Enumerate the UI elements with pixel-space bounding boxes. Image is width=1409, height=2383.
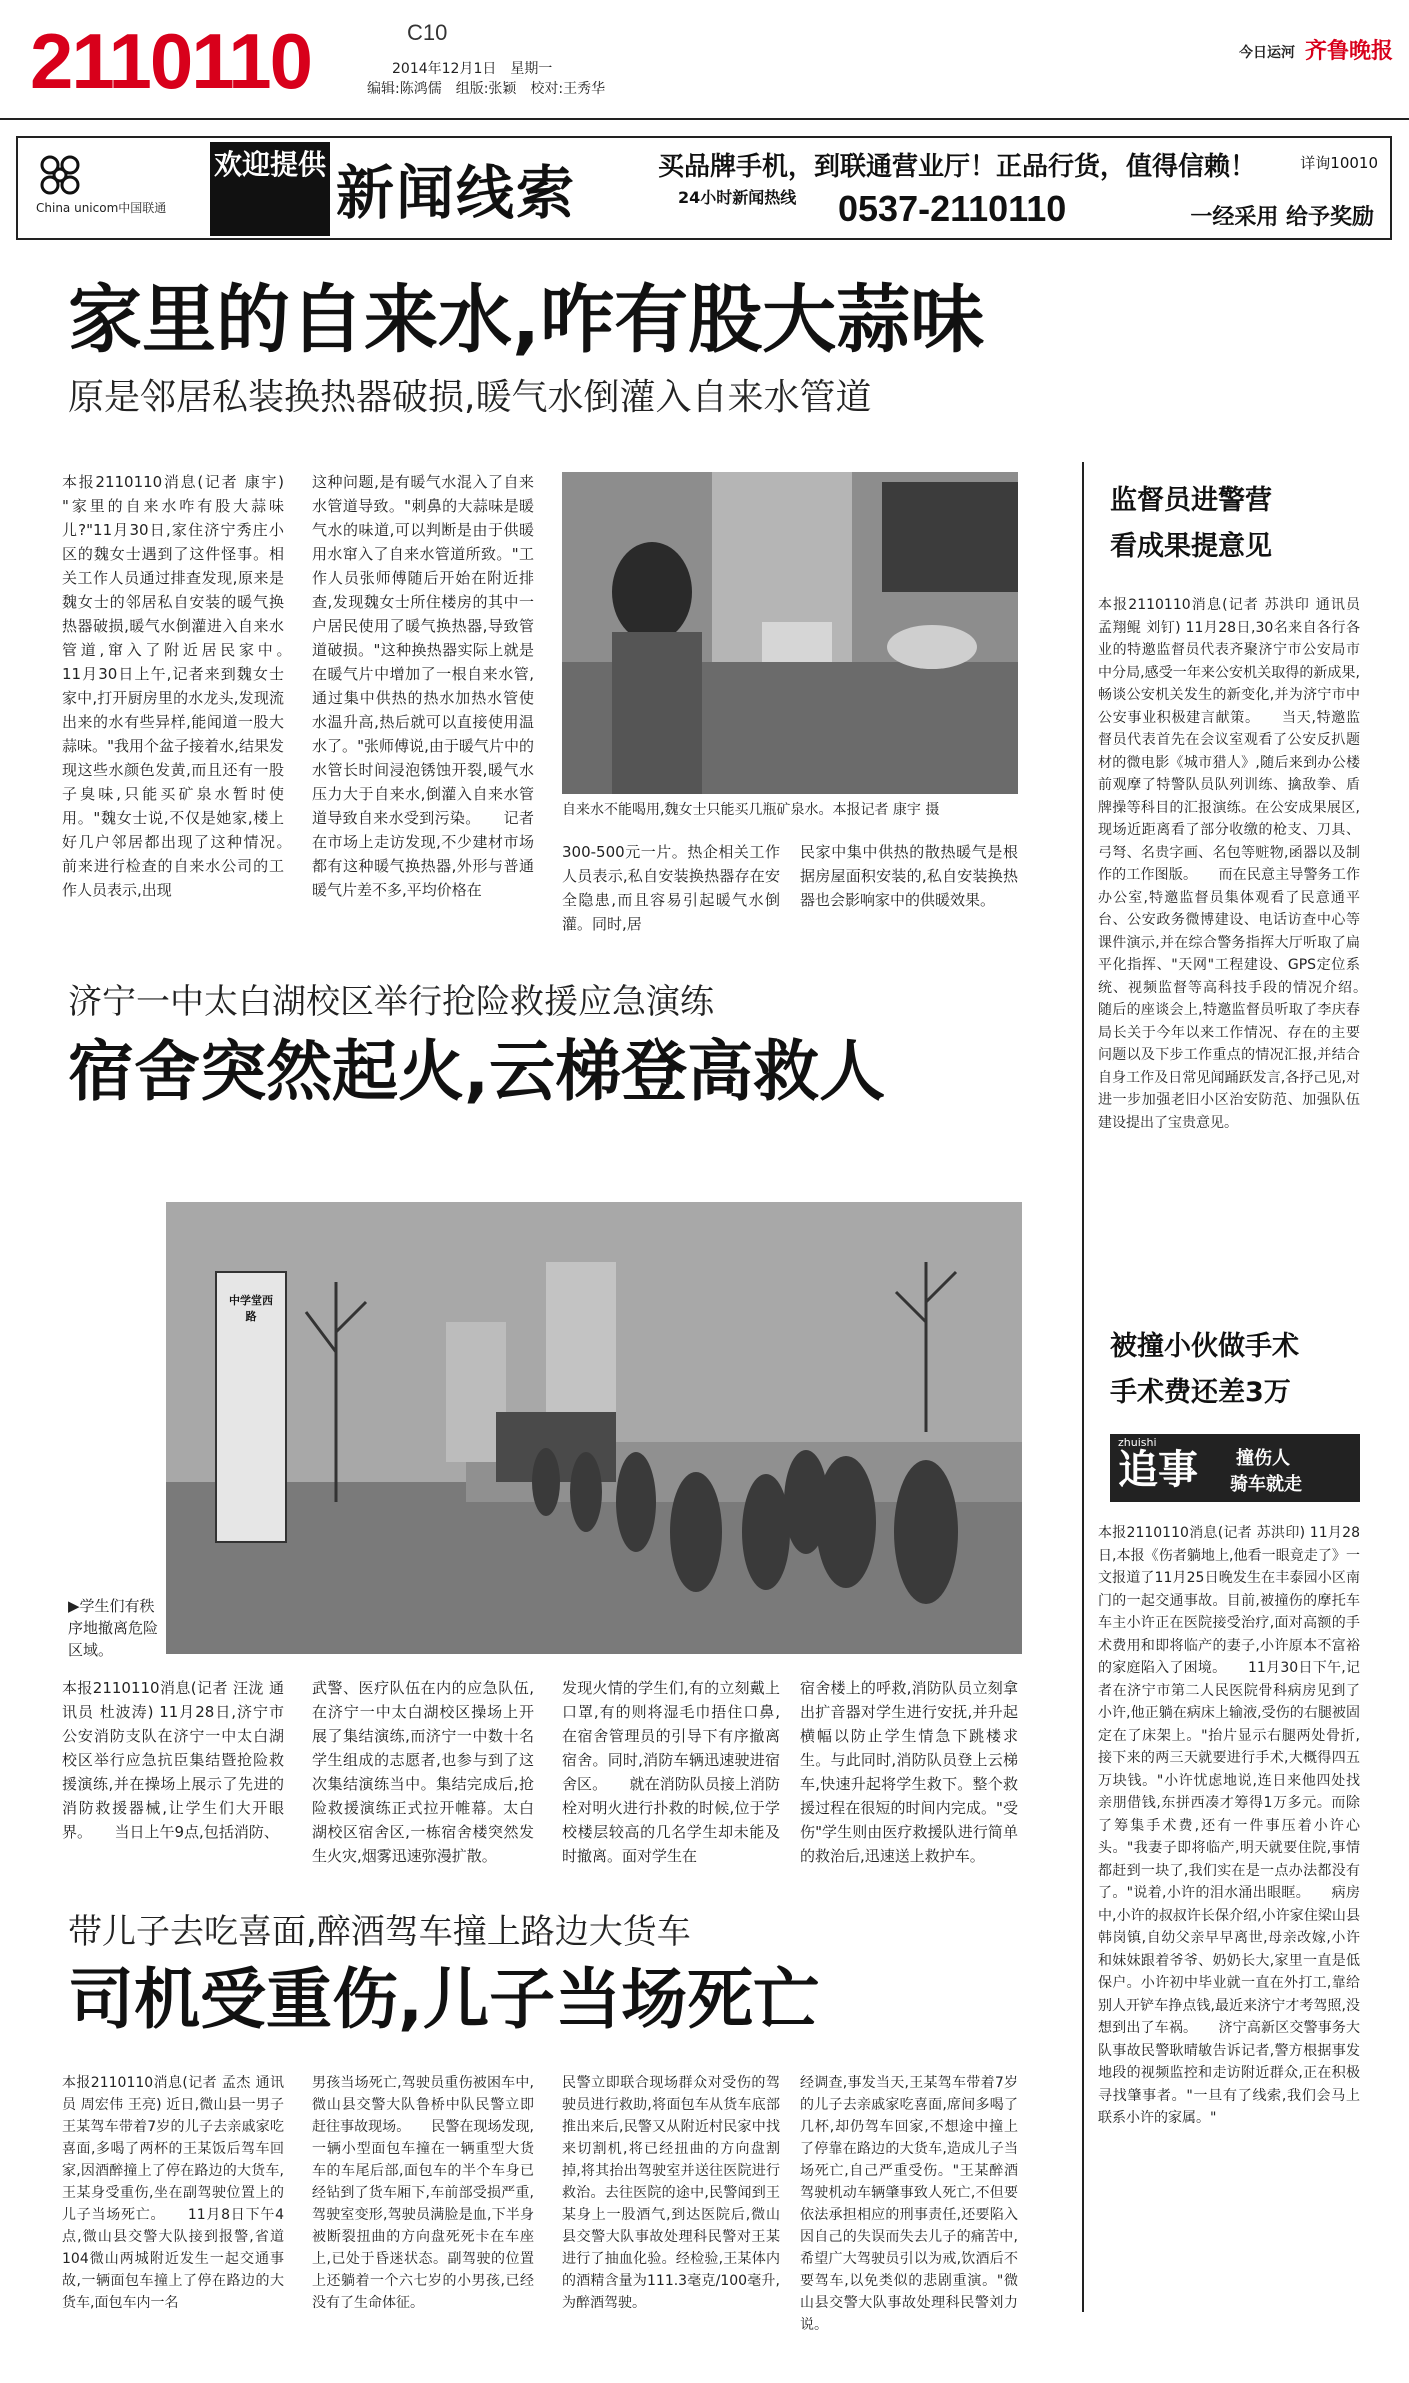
story2-subhead: 济宁一中太白湖校区举行抢险救援应急演练 bbox=[68, 982, 714, 1022]
hotline-number: 0537-2110110 bbox=[838, 188, 1067, 229]
road-sign: 中学堂西路 bbox=[229, 1294, 273, 1323]
sidebar-divider bbox=[1082, 462, 1084, 2312]
page-number: C10 bbox=[407, 20, 448, 45]
story1-col3: 300-500元一片。热企相关工作人员表示,私自安装换热器存在安全隐患,而且容易引起暖气水倒灌。同时,居 bbox=[562, 843, 780, 933]
story1-col4: 民家中集中供热的散热暖气是根据房屋面积安装的,私自安装换热器也会影响家中的供暖效果。 bbox=[800, 843, 1018, 909]
story2-col3: 发现火情的学生们,有的立刻戴上口罩,有的则将湿毛巾捂住口鼻,在宿舍管理员的引导下有序撤离宿舍。同时,消防车辆迅速驶进宿舍区。 就在消防队员接上消防栓对明火进行扑救的时候,位于学校楼层较高的几名学生却未能及时撤离。面对学生在 bbox=[562, 1679, 780, 1865]
hotline-brand: 2110110 bbox=[30, 17, 312, 105]
story2-photo-caption: ▶学生们有秩序地撤离危险区域。 bbox=[68, 1597, 159, 1659]
paper-name: 齐鲁晚报 bbox=[1304, 39, 1393, 64]
story1-subhead: 原是邻居私装换热器破损,暖气水倒灌入自来水管道 bbox=[68, 377, 872, 418]
date-line: 2014年12月1日 星期一 bbox=[392, 61, 553, 77]
story3-col1: 本报2110110消息(记者 孟杰 通讯员 周宏伟 王亮) 近日,微山县一男子王某驾车带着7岁的儿子去亲戚家吃喜面,多喝了两杯的王某饭后驾车回家,因酒醉撞上了停在路边的大货车,王某身受重伤,坐在副驾驶位置上的儿子当场死亡。 11月8日下午4点,微山县交警大队接到报警,省道104微山两城附近发生一起交通事故,一辆面包车撞上了停在路边的大货车,面包车内一名 bbox=[62, 2075, 284, 2311]
kitchen-photo bbox=[562, 472, 1018, 794]
unicom-name: China unicom中国联通 bbox=[36, 201, 167, 215]
zhuishi-banner bbox=[1110, 1434, 1360, 1502]
story2-col1: 本报2110110消息(记者 汪泷 通讯员 杜波涛) 11月28日,济宁市公安消防支队在济宁一中太白湖校区举行应急抗臣集结暨抢险救援演练,并在操场上展示了先进的消防救援器械,让学生们大开眼界。 当日上午9点,包括消防、 bbox=[62, 1679, 284, 1841]
ad-slogan: 买品牌手机，到联通营业厅！正品行货，值得信赖！ bbox=[658, 152, 1257, 182]
masthead-rule bbox=[0, 118, 1409, 120]
zhuishi-line2: 骑车就走 bbox=[1230, 1474, 1302, 1495]
story1-photo-caption: 自来水不能喝用,魏女士只能买几瓶矿泉水。本报记者 康宇 摄 bbox=[562, 802, 940, 818]
ad-slogan-tail: 详询10010 bbox=[1300, 154, 1378, 172]
section-name: 今日运河 bbox=[1238, 45, 1295, 61]
sidebar2-body: 本报2110110消息(记者 苏洪印) 11月28日,本报《伤者躺地上,他看一眼竟走了》一文报道了11月25日晚发生在丰泰园小区南门的一起交通事故。目前,被撞伤的摩托车车主小许正在医院接受治疗,面对高额的手术费用和即将临产的妻子,小许原本不富裕的家庭陷入了困境。 11月30日下午,记者在济宁市第二人民医院骨科病房见到了小许,他正躺在病床上输液,受伤的右腿被固定在了床架上。"抬片显示右腿两处骨折,接下来的两三天就要进行手术,大概得四五万块钱。"小许忧虑地说,连日来他四处找亲朋借钱,东拼西凑才筹得1万多元。而除了筹集手术费,还有一件事压着小许心头。"我妻子即将临产,明天就要住院,事情都赶到一块了,我们实在是一点办法都没有了。"说着,小许的泪水涌出眼眶。 病房中,小许的叔叔许长保介绍,小许家住梁山县韩岗镇,自幼父亲早早离世,母亲改嫁,小许和妹妹跟着爷爷、奶奶长大,家里一直是低保户。小许初中毕业就一直在外打工,靠给别人开铲车挣点钱,最近来济宁才考驾照,没想到出了车祸。 济宁高新区交警事务大队事故民警耿晴敏告诉记者,警方根据事发地段的视频监控和走访附近群众,正在积极寻找肇事者。"一旦有了线索,我们会马上联系小许的家属。" bbox=[1098, 1525, 1360, 2126]
story3-headline: 司机受重伤,儿子当场死亡 bbox=[68, 1961, 820, 2038]
zhuishi-pinyin: zhuishi bbox=[1118, 1436, 1157, 1449]
story2-col2: 武警、医疗队伍在内的应急队伍,在济宁一中太白湖校区操场上开展了集结演练,而济宁一中数十名学生组成的志愿者,也参与到了这次集结演练当中。集结完成后,抢险救援演练正式拉开帷幕。太白湖校区宿舍区,一栋宿舍楼突然发生火灾,烟雾迅速弥漫扩散。 bbox=[312, 1679, 534, 1865]
unicom-knot-icon bbox=[30, 150, 90, 200]
sidebar2-title-1: 被撞小伙做手术 bbox=[1110, 1331, 1299, 1362]
sidebar1-title-1: 监督员进警营 bbox=[1110, 485, 1272, 516]
sidebar1-body: 本报2110110消息(记者 苏洪印 通讯员 孟翔鲲 刘钉) 11月28日,30名来自各行各业的特邀监督员代表齐聚济宁市公安局市中分局,感受一年来公安机关取得的新成果,畅谈公安机关发生的新变化,并为济宁市中公安事业积极建言献策。 当天,特邀监督员代表首先在会议室观看了公安反扒题材的微电影《城市猎人》,随后来到办公楼前观摩了特警队员队列训练、擒敌拳、盾牌操等科目的汇报演练。在公安成果展区,现场近距离看了部分收缴的枪支、刀具、弓弩、名贵字画、名包等赃物,函器以及制作的工作图版。 而在民意主导警务工作办公室,特邀监督员集体观看了民意通平台、公安政务微博建设、电话访查中心等课件演示,并在综合警务指挥大厅听取了扁平化指挥、"天网"工程建设、GPS定位系统、视频监督等高科技手段的情况介绍。 随后的座谈会上,特邀监督员听取了李庆春局长关于今年以来工作情况、存在的主要问题以及下步工作重点的情况汇报,并结合自身工作及日常见闻踊跃发言,各抒己见,对进一步加强老旧小区治安防范、加强队伍建设提出了宝贵意见。 bbox=[1098, 597, 1388, 1131]
paper-brand bbox=[1239, 34, 1393, 65]
unicom-ad-banner bbox=[16, 136, 1392, 240]
sidebar2-title-2: 手术费还差3万 bbox=[1110, 1377, 1291, 1408]
editors-line: 编辑:陈鸿儒 组版:张颖 校对:王秀华 bbox=[367, 81, 606, 97]
story1-col2: 这种问题,是有暖气水混入了自来水管道导致。"刺鼻的大蒜味是暖气水的味道,可以判断是由于供暖用水窜入了自来水管道所致。"工作人员张师傅随后开始在附近排查,发现魏女士所住楼房的其中一户居民使用了暖气换热器,导致管道破损。"这种换热器实际上就是在暖气片中增加了一根自来水管,通过集中供热的热水加热水管使水温升高,热后就可以直接使用温水了。"张师傅说,由于暖气片中的水管长时间浸泡锈蚀开裂,暖气水压力大于自来水,倒灌入自来水管道导致自来水受到污染。 记者在市场上走访发现,不少建材市场都有这种暖气换热器,外形与普通暖气片差不多,平均价格在 bbox=[312, 473, 534, 899]
story2-col4: 宿舍楼上的呼救,消防队员立刻拿出扩音器对学生进行安抚,并升起横幅以防止学生情急下跳楼求生。与此同时,消防队员登上云梯车,快速升起将学生救下。整个救援过程在很短的时间内完成。"受伤"学生则由医疗救援队进行简单的救治后,迅速送上救护车。 bbox=[800, 1679, 1018, 1865]
story1-col1: 本报2110110消息(记者 康宇) "家里的自来水咋有股大蒜味儿?"11月30日,家住济宁秀庄小区的魏女士遇到了这件怪事。相关工作人员通过排查发现,原来是魏女士的邻居私自安装的暖气换热器破损,暖气水倒灌进入自来水管道,窜入了附近居民家中。 11月30日上午,记者来到魏女士家中,打开厨房里的水龙头,发现流出来的水有些异样,能闻道一股大蒜味。"我用个盆子接着水,结果发现这些水颜色发黄,而且还有一股子臭味,只能买矿泉水暂时使用。"魏女士说,不仅是她家,楼上好几户邻居都出现了这种情况。 前来进行检查的自来水公司的工作人员表示,出现 bbox=[62, 473, 315, 899]
story3-col4: 经调查,事发当天,王某驾车带着7岁的儿子去亲戚家吃喜面,席间多喝了几杯,却仍驾车回家,不想途中撞上了停靠在路边的大货车,造成儿子当场死亡,自己严重受伤。"王某醉酒驾驶机动车辆肇事致人死亡,不但要依法承担相应的刑事责任,还要陷入因自己的失误而失去儿子的痛苦中,希望广大驾驶员引以为戒,饮酒后不要驾车,以免类似的悲剧重演。"微山县交警大队事故处理科民警刘力说。 bbox=[800, 2075, 1018, 2333]
zhuishi-big: 追事 bbox=[1118, 1447, 1198, 1493]
story3-subhead: 带儿子去吃喜面,醉酒驾车撞上路边大货车 bbox=[68, 1912, 691, 1952]
drill-photo bbox=[166, 1202, 1022, 1654]
reward-text: 一经采用 给予奖励 bbox=[1190, 205, 1374, 230]
news-tip-title: 新闻线索 bbox=[336, 159, 577, 227]
unicom-logo bbox=[30, 150, 190, 228]
story1-headline: 家里的自来水,咋有股大蒜味 bbox=[68, 277, 985, 363]
welcome-box: 欢迎提供 bbox=[210, 142, 330, 236]
story3-col2: 男孩当场死亡,驾驶员重伤被困车中,微山县交警大队鲁桥中队民警立即赶往事故现场。 民警在现场发现,一辆小型面包车撞在一辆重型大货车的车尾后部,面包车的半个车身已经钻到了货车厢下,车前部受损严重,驾驶室变形,驾驶员满脸是血,下半身被断裂扭曲的方向盘死死卡在车座上,已处于昏迷状态。副驾驶的位置上还躺着一个六七岁的小男孩,已经没有了生命体征。 bbox=[312, 2075, 534, 2311]
zhuishi-line1: 撞伤人 bbox=[1236, 1448, 1290, 1469]
hotline-label: 24小时新闻热线 bbox=[678, 188, 797, 207]
sidebar1-title-2: 看成果提意见 bbox=[1110, 531, 1272, 562]
story3-col3: 民警立即联合现场群众对受伤的驾驶员进行救助,将面包车从货车底部推出来后,民警又从附近村民家中找来切割机,将已经扭曲的方向盘割掉,将其抬出驾驶室并送往医院进行救治。去往医院的途中,民警闻到王某身上一股酒气,到达医院后,微山县交警大队事故处理科民警对王某进行了抽血化验。经检验,王某体内的酒精含量为111.3毫克/100毫升,为醉酒驾驶。 bbox=[562, 2075, 780, 2311]
story2-headline: 宿舍突然起火,云梯登高救人 bbox=[68, 1033, 886, 1110]
